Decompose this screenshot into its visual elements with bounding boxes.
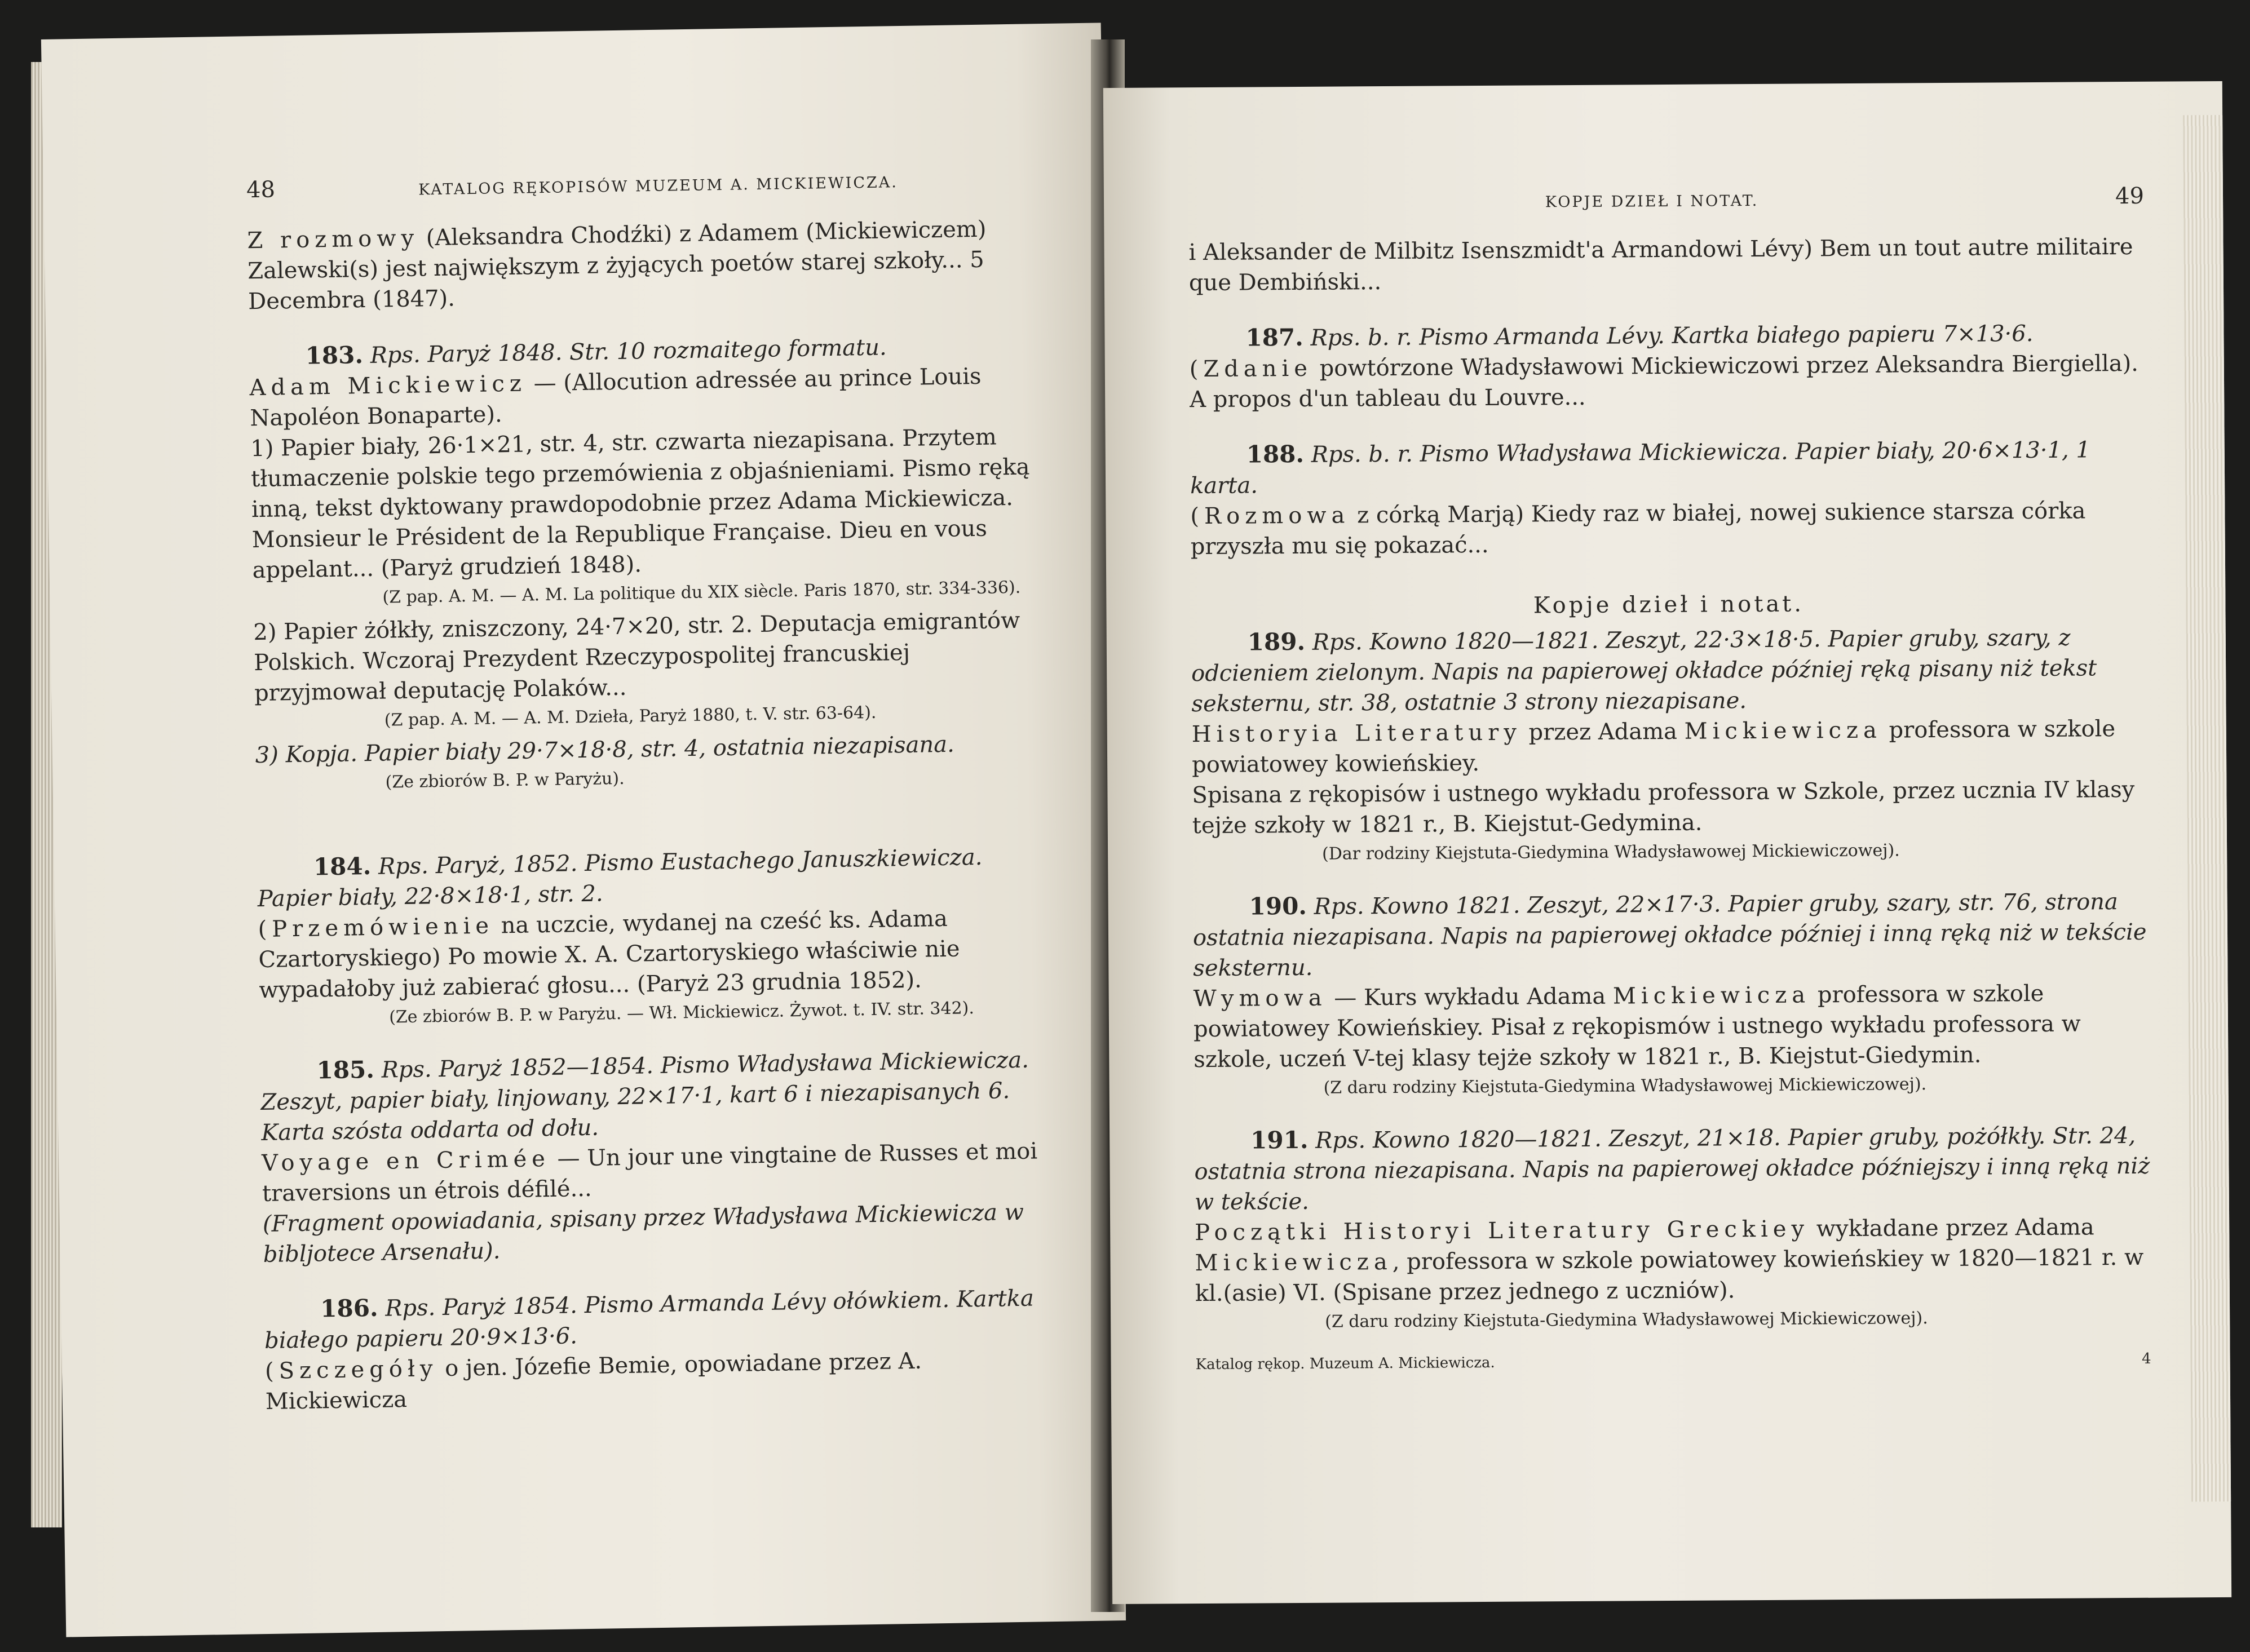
right-footer xyxy=(1195,1344,2151,1380)
entry-191-note: (Z daru rodziny Kiejstuta-Giedymina Władysławowej Mickiewiczowej). xyxy=(1325,1308,1928,1332)
left-page xyxy=(41,23,1126,1637)
right-body xyxy=(1188,232,2151,1380)
right-running-head xyxy=(1188,183,2144,215)
entry-185-italic: (Fragment opowiadania, spisany przez Władysława Mickiewicza w bibljotece Arsenału). xyxy=(262,1199,1024,1268)
entry-187-heading: 187. Rps. b. r. Pismo Armanda Lévy. Kartka białego papieru 7×13·6. xyxy=(1245,321,2034,352)
entry-189-text: Spisana z rękopisów i ustnego wykładu professora w Szkole, przez ucznia IV klasy tejże szkoły w 1821 r., B. Kiejstut-Gedymina. xyxy=(1192,776,2135,839)
entry-186-heading: 186. Rps. Paryż 1854. Pismo Armanda Lévy ołówkiem. Kartka białego papieru 20·9×13·6. xyxy=(264,1285,1035,1354)
entry-183-item-3: 3) Kopja. Papier biały 29·7×18·8, str. 4, ostatnia niezapisana. xyxy=(255,731,955,769)
entry-188-heading: 188. Rps. b. r. Pismo Władysława Mickiewicza. Papier biały, 20·6×13·1, 1 karta. xyxy=(1190,437,2090,499)
entry-183-note-3: (Ze zbiorów B. P. w Paryżu). xyxy=(385,768,625,792)
left-page-number: 48 xyxy=(246,176,276,203)
footer-signature: Katalog rękop. Muzeum A. Mickiewicza. xyxy=(1195,1354,1495,1374)
entry-185-text: Voyage en Crimée — Un jour une vingtaine de Russes et moi traversions un étrois défilé... xyxy=(261,1138,1038,1207)
entry-189-note: (Dar rodziny Kiejstuta-Giedymina Władysławowej Mickiewiczowej). xyxy=(1322,840,1900,864)
entry-183-note-1: (Z pap. A. M. — A. M. La politique du XIX siècle. Paris 1870, str. 334-336). xyxy=(382,577,1021,608)
entry-186-text: (Szczegóły o jen. Józefie Bemie, opowiadane przez A. Mickiewicza xyxy=(264,1348,922,1415)
left-running-head xyxy=(246,165,1042,203)
entry-183-item-1: 1) Papier biały, 26·1×21, str. 4, str. czwarta niezapisana. Przytem tłumaczenie polskie tego przemówienia z objaśnieniami. Pismo ręką inną, tekst dyktowany prawdopodobnie przez Adama Mickiewicza. Monsieur le Président de la Republique Française. Dieu en vous appelant... (Paryż grudzień 1848). xyxy=(250,424,1030,584)
entry-184-heading: 184. Rps. Paryż, 1852. Pismo Eustachego Januszkiewicza. Papier biały, 22·8×18·1, str. 2. xyxy=(257,844,983,913)
entry-188-text: (Rozmowa z córką Marją) Kiedy raz w białej, nowej sukience starsza córka przyszła mu się pokazać... xyxy=(1190,498,2086,560)
section-title: Kopje dzieł i notat. xyxy=(1533,591,1805,619)
right-running-title: KOPJE DZIEŁ I NOTAT. xyxy=(1545,192,1759,211)
entry-183-note-2: (Z pap. A. M. — A. M. Dzieła, Paryż 1880, t. V. str. 63-64). xyxy=(384,702,877,730)
left-running-title: KATALOG RĘKOPISÓW MUZEUM A. MICKIEWICZA. xyxy=(418,174,899,199)
page-edges-right xyxy=(2183,115,2231,1502)
entry-190-heading: 190. Rps. Kowno 1821. Zeszyt, 22×17·3. Papier gruby, szary, str. 76, strona ostatnia niezapisana. Napis na papierowej okładce później i inną ręką niż w tekście seksternu. xyxy=(1192,889,2147,982)
entry-187-text: (Zdanie powtórzone Władysławowi Mickiewiczowi przez Aleksandra Biergiella). A propos d'un tableau du Louvre... xyxy=(1189,350,2139,413)
footer-sheet-number: 4 xyxy=(2141,1350,2151,1367)
right-page xyxy=(1103,81,2231,1604)
entry-191-text: Początki Historyi Literatury Greckiey wykładane przez Adama Mickiewicza, professora w szkole powiatowey kowieńskiey w 1820—1821 r. w kl.(asie) VI. (Spisane przez jednego z uczniów). xyxy=(1195,1214,2144,1307)
intro-paragraph: Z rozmowy (Aleksandra Chodźki) z Adamem (Mickiewiczem) Zalewski(s) jest największym z żyjących poetów starej szkoły... 5 Decembra (1847). xyxy=(247,216,987,315)
entry-185-heading: 185. Rps. Paryż 1852—1854. Pismo Władysława Mickiewicza. Zeszyt, papier biały, linjowany, 22×17·1, kart 6 i niezapisanych 6. Karta szósta oddarta od dołu. xyxy=(260,1047,1029,1146)
right-page-number: 49 xyxy=(2115,183,2145,210)
entry-184-text: (Przemówienie na uczcie, wydanej na cześć ks. Adama Czartoryskiego) Po mowie X. A. Czartoryskiego właściwie nie wypadałoby już zabierać głosu... (Paryż 23 grudnia 1852). xyxy=(258,905,960,1004)
entry-184-note: (Ze zbiorów B. P. w Paryżu. — Wł. Mickiewicz. Żywot. t. IV. str. 342). xyxy=(388,998,975,1027)
entry-189-heading: 189. Rps. Kowno 1820—1821. Zeszyt, 22·3×18·5. Papier gruby, szary, z odcieniem zielonym. Napis na papierowej okładce później ręką pisany niż tekst seksternu, str. 38, ostatnie 3 strony niezapisane. xyxy=(1191,625,2097,718)
entry-183-title: Adam Mickiewicz — (Allocution adressée au prince Louis Napoléon Bonaparte). xyxy=(249,363,982,432)
entry-191-heading: 191. Rps. Kowno 1820—1821. Zeszyt, 21×18. Papier gruby, pożółkły. Str. 24, ostatnia strona niezapisana. Napis na papierowej okładce późniejszy i inną ręką niż w tekście. xyxy=(1194,1122,2150,1216)
entry-183-heading: 183. Rps. Paryż 1848. Str. 10 rozmaitego formatu. xyxy=(305,334,887,370)
continuation-paragraph: i Aleksander de Milbitz Isenszmidt'a Armandowi Lévy) Bem un tout autre militaire que Dembiński... xyxy=(1188,233,2133,296)
entry-189-title: Historyia Literatury przez Adama Mickiewicza professora w szkole powiatowey kowieńskiey. xyxy=(1191,716,2116,778)
entry-183-item-2: 2) Papier żółkły, zniszczony, 24·7×20, str. 2. Deputacja emigrantów Polskich. Wczoraj Prezydent Rzeczypospolitej francuskiej przyjmował deputację Polaków... xyxy=(253,607,1020,707)
entry-190-note: (Z daru rodziny Kiejstuta-Giedymina Władysławowej Mickiewiczowej). xyxy=(1323,1074,1927,1098)
entry-190-text: Wymowa — Kurs wykładu Adama Mickiewicza professora w szkole powiatowey Kowieńskiey. Pisał z rękopismów i ustnego wykładu professora w szkole, uczeń V-tej klasy tejże szkoły w 1821 r., B. Kiejstut-Giedymin. xyxy=(1193,980,2081,1073)
left-body xyxy=(247,213,1060,1417)
